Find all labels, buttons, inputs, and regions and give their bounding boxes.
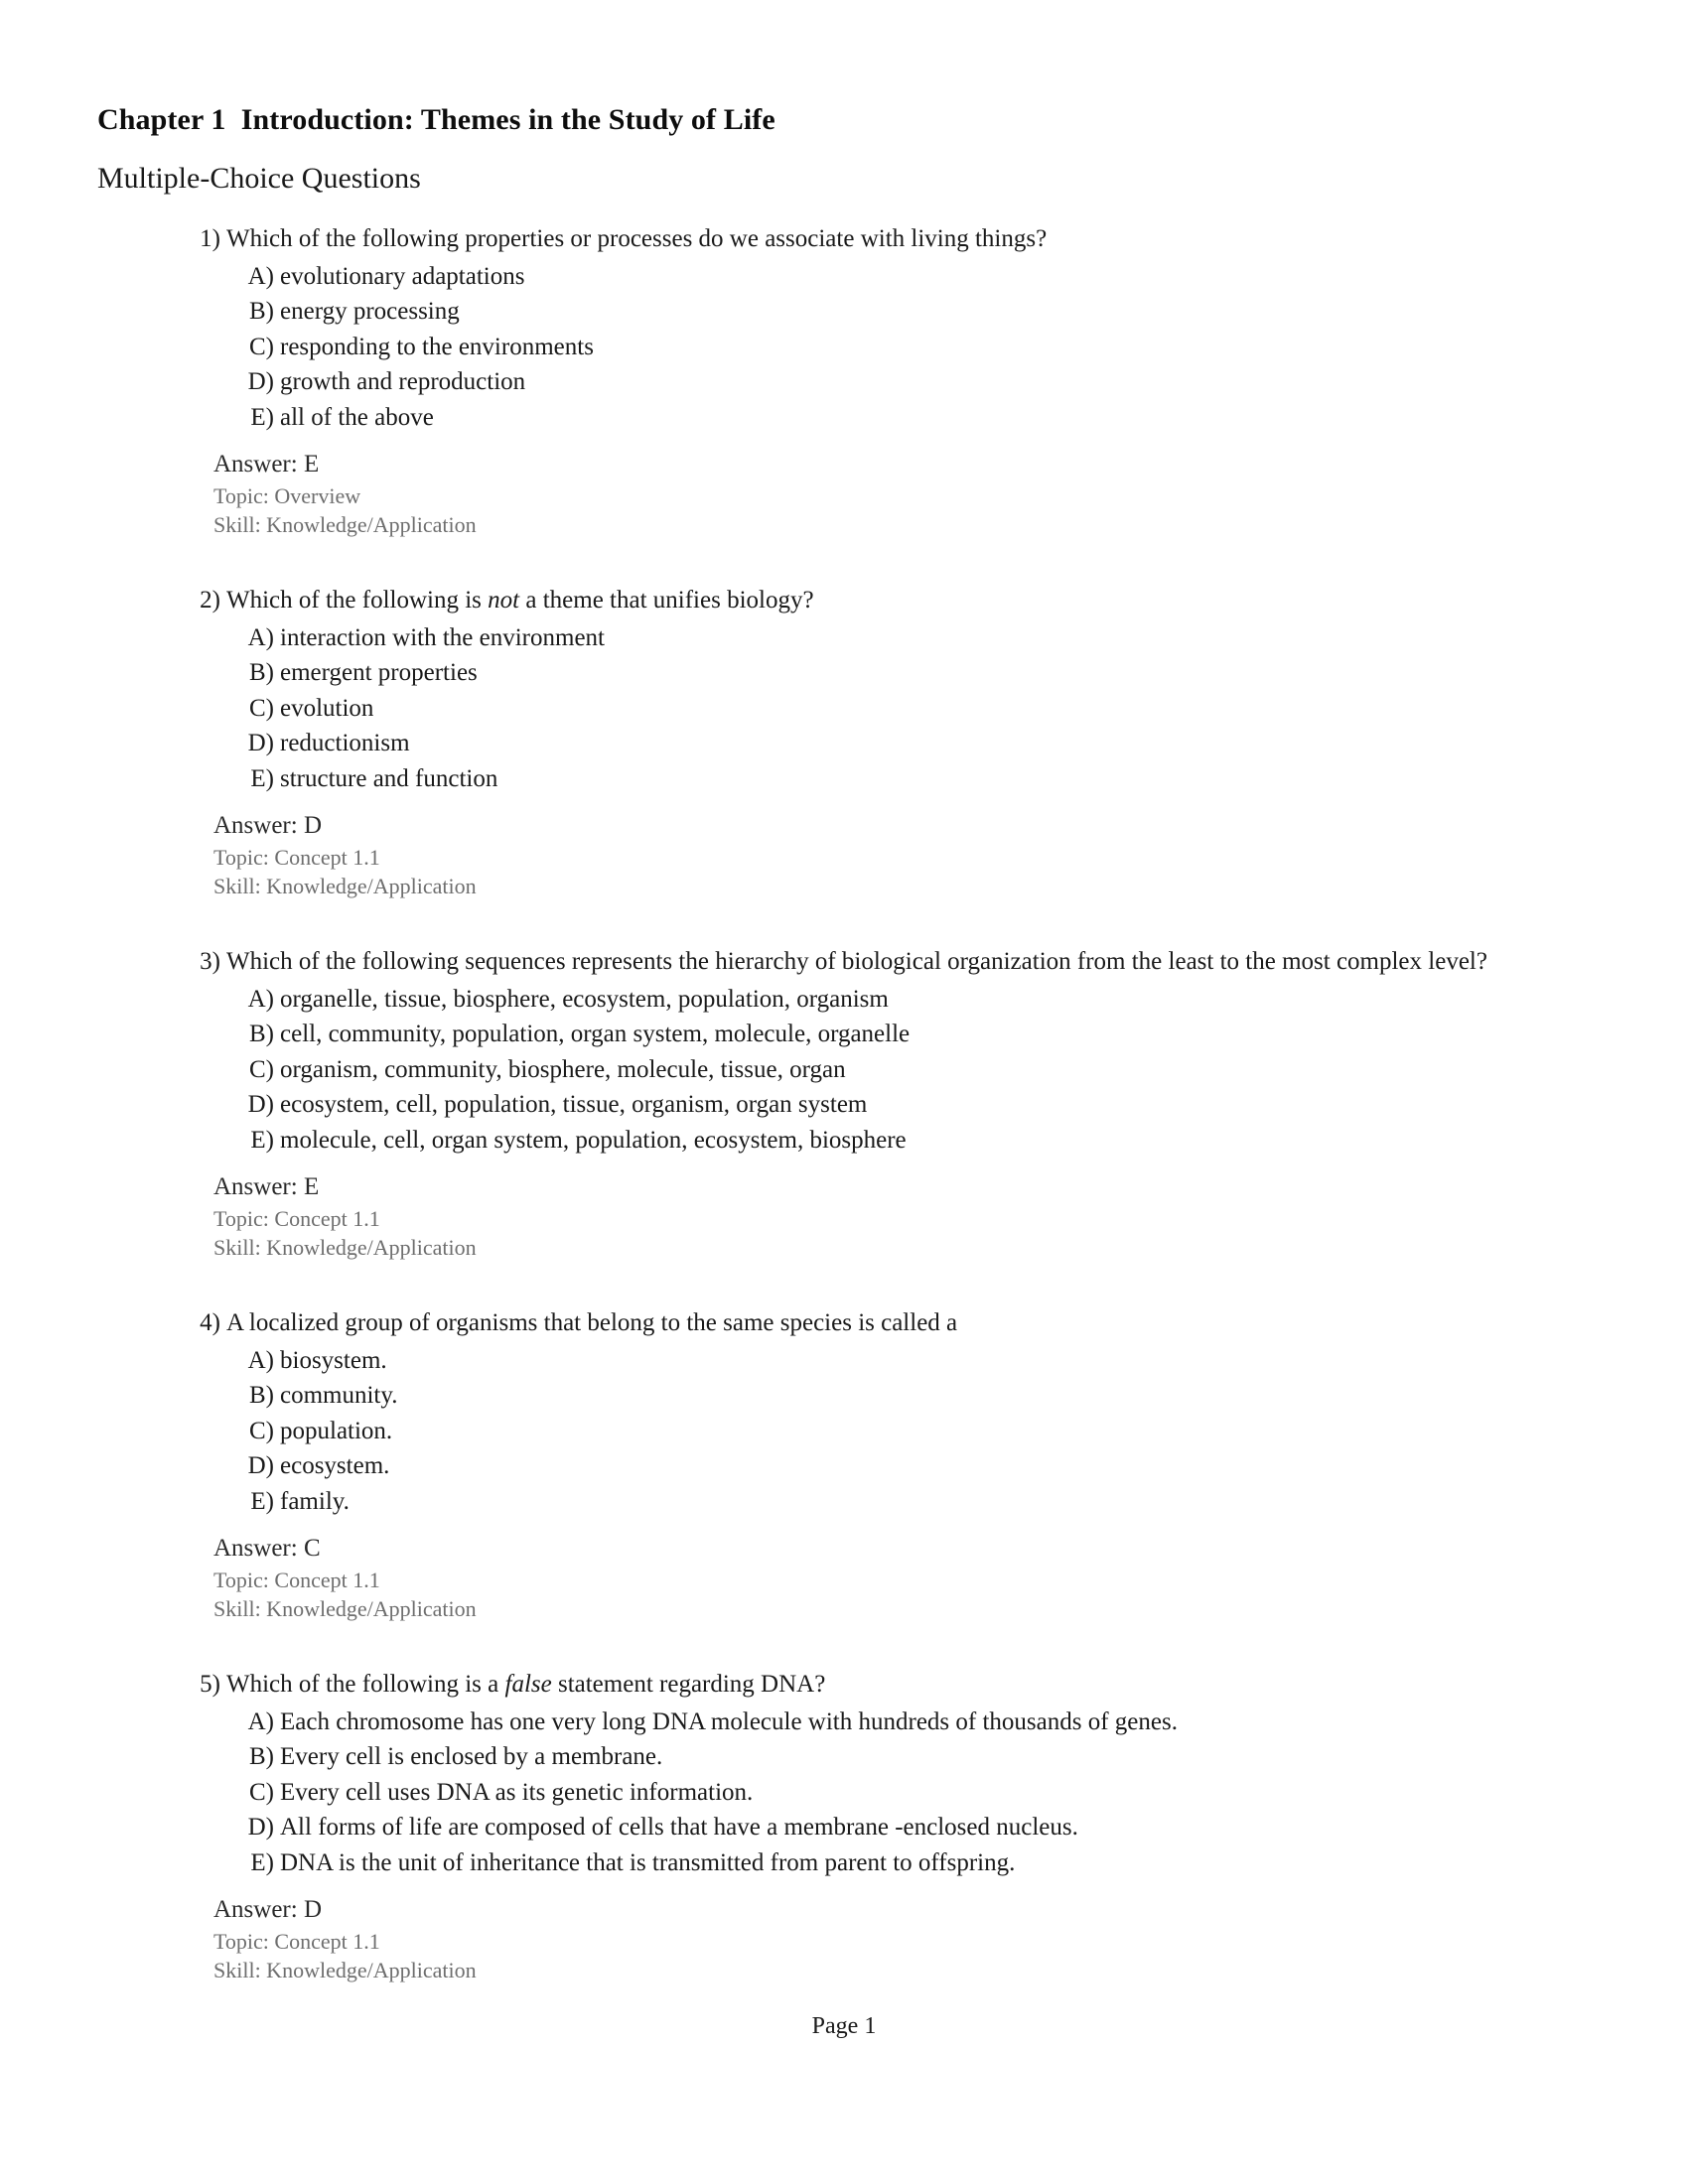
option-text: biosystem. <box>280 1346 387 1374</box>
option-letter: E) <box>250 764 274 792</box>
option-text: organism, community, biosphere, molecule, tissue, organ <box>280 1055 846 1083</box>
option-text: cell, community, population, organ system, molecule, organelle <box>280 1021 911 1048</box>
option-item[interactable] <box>246 1739 1547 1775</box>
question-text-prefix: Which of the following sequences represents the hierarchy of biological organization from the least to the most complex level? <box>226 947 1487 975</box>
question-block <box>97 1668 1547 1985</box>
option-item[interactable] <box>246 1845 1547 1881</box>
question-number: 2) <box>200 586 220 614</box>
answer-line: Answer: D <box>213 1896 323 1924</box>
option-letter: A) <box>247 985 274 1013</box>
option-text: growth and reproduction <box>280 368 526 396</box>
chapter-title: Chapter 1 Introduction: Themes in the Study of Life <box>97 103 775 137</box>
option-item[interactable] <box>246 1810 1547 1845</box>
option-text: community. <box>280 1382 398 1410</box>
option-item[interactable] <box>246 1017 1547 1052</box>
page-content <box>97 81 1547 1985</box>
answer-metadata <box>213 1171 1547 1262</box>
option-text: emergent properties <box>280 659 478 687</box>
question-text-emphasis: not <box>488 586 520 614</box>
option-letter: A) <box>247 623 274 651</box>
question-number: 1) <box>200 224 220 252</box>
option-item[interactable] <box>246 655 1547 691</box>
option-item[interactable] <box>246 761 1547 797</box>
option-item[interactable] <box>246 1775 1547 1811</box>
option-item[interactable] <box>246 620 1547 656</box>
option-text: evolutionary adaptations <box>280 262 525 290</box>
option-item[interactable] <box>246 726 1547 761</box>
option-letter: A) <box>247 1707 274 1735</box>
option-text: DNA is the unit of inheritance that is transmitted from parent to offspring. <box>280 1848 1016 1876</box>
option-list <box>97 982 1547 1159</box>
option-letter: B) <box>249 659 274 687</box>
option-item[interactable] <box>246 400 1547 436</box>
option-letter: D) <box>247 730 274 757</box>
option-list <box>97 1705 1547 1881</box>
question-text-prefix: A localized group of organisms that belong to the same species is called a <box>226 1308 958 1336</box>
skill-line: Skill: Knowledge/Application <box>213 1958 477 1983</box>
option-text: interaction with the environment <box>280 623 605 651</box>
question-text-emphasis: false <box>504 1670 552 1698</box>
option-text: evolution <box>280 694 374 722</box>
option-item[interactable] <box>246 982 1547 1018</box>
topic-line: Topic: Concept 1.1 <box>213 844 380 870</box>
question-block <box>97 222 1547 540</box>
question-text-prefix: Which of the following is a <box>226 1670 505 1698</box>
option-list <box>97 259 1547 436</box>
option-letter: D) <box>247 1814 274 1842</box>
question-block <box>97 945 1547 1263</box>
option-letter: E) <box>250 1487 274 1515</box>
question-text-suffix: statement regarding DNA? <box>551 1670 826 1698</box>
topic-line: Topic: Concept 1.1 <box>213 1928 380 1954</box>
option-letter: C) <box>249 1778 274 1806</box>
option-item[interactable] <box>246 1448 1547 1484</box>
option-text: reductionism <box>280 730 410 757</box>
question-text-prefix: Which of the following properties or processes do we associate with living things? <box>226 224 1048 252</box>
option-item[interactable] <box>246 364 1547 400</box>
option-text: energy processing <box>280 298 460 326</box>
question-stem <box>191 945 1547 979</box>
question-number: 4) <box>200 1308 220 1336</box>
option-text: molecule, cell, organ system, population, ecosystem, biosphere <box>280 1126 907 1154</box>
option-item[interactable] <box>246 294 1547 330</box>
question-text-suffix: a theme that unifies biology? <box>519 586 814 614</box>
option-letter: A) <box>247 1346 274 1374</box>
option-letter: D) <box>247 1452 274 1480</box>
option-text: All forms of life are composed of cells that have a membrane -enclosed nucleus. <box>280 1814 1078 1842</box>
option-letter: E) <box>250 1126 274 1154</box>
option-item[interactable] <box>246 259 1547 295</box>
option-item[interactable] <box>246 1378 1547 1414</box>
option-item[interactable] <box>246 1343 1547 1379</box>
option-text: organelle, tissue, biosphere, ecosystem, population, organism <box>280 985 889 1013</box>
answer-metadata <box>213 1533 1547 1623</box>
option-letter: B) <box>249 1021 274 1048</box>
topic-line: Topic: Concept 1.1 <box>213 1205 380 1231</box>
option-letter: D) <box>247 368 274 396</box>
question-number: 5) <box>200 1670 220 1698</box>
answer-metadata <box>213 810 1547 900</box>
option-text: ecosystem, cell, population, tissue, organism, organ system <box>280 1091 868 1119</box>
question-stem <box>191 584 1547 617</box>
option-text: all of the above <box>280 403 434 431</box>
question-text-prefix: Which of the following is <box>226 586 489 614</box>
option-text: Every cell is enclosed by a membrane. <box>280 1743 663 1771</box>
question-block <box>97 584 1547 901</box>
answer-line: Answer: E <box>213 1173 320 1201</box>
topic-line: Topic: Overview <box>213 482 361 508</box>
skill-line: Skill: Knowledge/Application <box>213 874 477 899</box>
option-item[interactable] <box>246 1705 1547 1740</box>
option-item[interactable] <box>246 691 1547 727</box>
option-letter: C) <box>249 1055 274 1083</box>
question-stem <box>191 222 1547 256</box>
option-text: Each chromosome has one very long DNA molecule with hundreds of thousands of genes. <box>280 1707 1178 1735</box>
option-letter: A) <box>247 262 274 290</box>
option-letter: B) <box>249 1743 274 1771</box>
skill-line: Skill: Knowledge/Application <box>213 512 477 538</box>
option-text: family. <box>280 1487 350 1515</box>
option-text: ecosystem. <box>280 1452 390 1480</box>
section-title: Multiple-Choice Questions <box>97 161 421 195</box>
option-text: Every cell uses DNA as its genetic information. <box>280 1778 754 1806</box>
skill-line: Skill: Knowledge/Application <box>213 1596 477 1622</box>
question-block <box>97 1306 1547 1624</box>
skill-line: Skill: Knowledge/Application <box>213 1235 477 1261</box>
question-stem <box>191 1668 1547 1702</box>
question-number: 3) <box>200 947 220 975</box>
option-text: responding to the environments <box>280 333 594 360</box>
option-item[interactable] <box>246 330 1547 365</box>
question-stem <box>191 1306 1547 1340</box>
answer-line: Answer: E <box>213 451 320 478</box>
answer-line: Answer: C <box>213 1535 321 1563</box>
option-letter: C) <box>249 1417 274 1444</box>
option-letter: C) <box>249 333 274 360</box>
option-item[interactable] <box>246 1087 1547 1123</box>
option-letter: B) <box>249 1382 274 1410</box>
answer-line: Answer: D <box>213 812 323 840</box>
page-footer: Page 1 <box>811 2013 877 2039</box>
option-list <box>97 620 1547 797</box>
answer-metadata <box>213 1894 1547 1984</box>
option-item[interactable] <box>246 1484 1547 1520</box>
topic-line: Topic: Concept 1.1 <box>213 1567 380 1592</box>
option-text: structure and function <box>280 764 498 792</box>
option-letter: E) <box>250 1848 274 1876</box>
option-list <box>97 1343 1547 1520</box>
option-text: population. <box>280 1417 393 1444</box>
option-letter: C) <box>249 694 274 722</box>
question-list <box>97 222 1547 1985</box>
option-letter: D) <box>247 1091 274 1119</box>
option-letter: B) <box>249 298 274 326</box>
option-item[interactable] <box>246 1123 1547 1159</box>
option-item[interactable] <box>246 1414 1547 1449</box>
option-letter: E) <box>250 403 274 431</box>
option-item[interactable] <box>246 1052 1547 1088</box>
answer-metadata <box>213 449 1547 539</box>
